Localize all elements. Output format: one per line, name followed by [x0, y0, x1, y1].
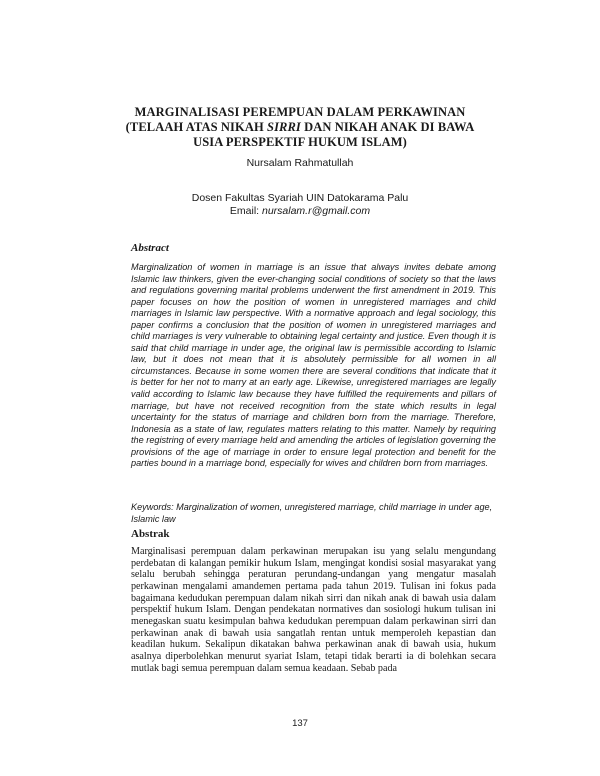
abstrak-body: Marginalisasi perempuan dalam perkawinan merupakan isu yang selalu mengundang perdebatan di kalangan pemikir hukum Islam, mengingat kondisi sosial masyarakat yang selalu berubah sehingga peraturan perundang-undangan yang mengatur masalah perkawinan mengalami amandemen pertama pada tahun 2019. Tulisan ini fokus pada bagaimana kedudukan perempuan dalam nikah sirri dan nikah anak di bawah usia dalam perspektif hukum Islam. Dengan pendekatan normatives dan sosiologi hukum tulisan ini menegaskan suatu kesimpulan bahwa kedudukan perempuan dalam perkawinan sirri dan perkawinan anak di bawah usia sangatlah rentan untuk memperoleh kepastian dan keadilan hukum. Sekalipun dikatakan bahwa perkawinan anak di bawah usia, hukum asalnya diperbolehkan menurut syariat Islam, tetapi tidak berarti ia di bolehkan secara mutlak bagi semua perempuan dalam semua keadaan. Sebab pada [131, 546, 496, 674]
title-part-2: DAN NIKAH ANAK DI BAWA USIA PERSPEKTIF HUKUM ISLAM) [193, 120, 475, 149]
title-italic-word: SIRRI [267, 120, 301, 134]
author-affiliation-block [0, 192, 600, 218]
affiliation: Dosen Fakultas Syariah UIN Datokarama Palu [191, 192, 409, 204]
paper-title [110, 105, 490, 150]
page-number: 137 [292, 718, 308, 729]
email-address: nursalam.r@gmail.com [261, 205, 371, 217]
title-part-1: MARGINALISASI PEREMPUAN DALAM PERKAWINAN (TELAAH ATAS NIKAH [125, 105, 466, 134]
abstract-heading: Abstract [131, 242, 169, 254]
abstrak-heading: Abstrak [131, 528, 170, 540]
author-name: Nursalam Rahmatullah [246, 157, 354, 169]
email-label: Email: [229, 205, 262, 217]
abstract-body: Marginalization of women in marriage is an issue that always invites debate among Islamic law thinkers, given the ever-changing social conditions of society so that the laws and regulations governing marital problems underwent the first amendment in 2019. This paper focuses on how the position of women in unregistered marriages and child marriages in Islamic law perspective. With a normative approach and legal sociology, this paper confirms a conclusion that the position of women in unregistered marriages and child marriages is very vulnerable to obtaining legal certainty and justice. Even though it is said that child marriage in under age, the original law is permissible according to Islamic law, but it does not mean that it is absolutely permissible for all women in all circumstances. Because in some women there are several conditions that indicate that it is better for her not to marry at an early age. Likewise, unregistered marriages are legally valid according to Islamic law because they have fulfilled the requirements and pillars of marriage, but have not received recognition from the state which results in legal uncertainty for the status of marriage and children born from the marriage. Therefore, Indonesia as a state of law, regulates matters relating to this matter. Namely by requiring the registring of every marriage held and amending the articles of legislation governing the provisions of the age of marriage in order to ensure legal protection and benefit for the parties bound in a marriage bond, especially for wives and children born from marriages. [131, 262, 496, 469]
email-line [0, 205, 600, 218]
keywords: Keywords: Marginalization of women, unregistered marriage, child marriage in under age, Islamic law [131, 502, 493, 524]
